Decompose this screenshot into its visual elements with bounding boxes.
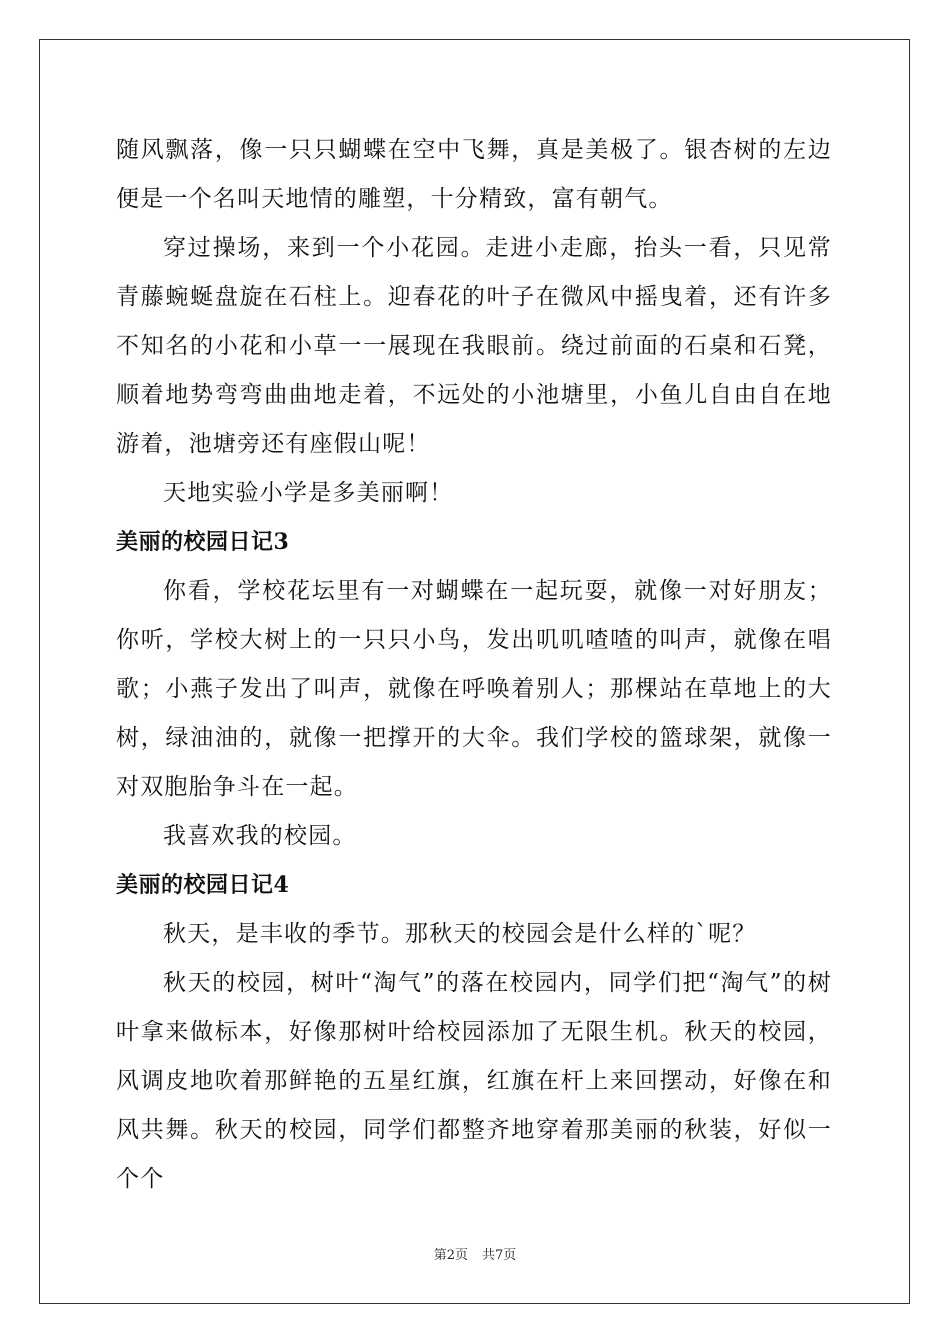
- paragraph: 天地实验小学是多美丽啊！: [163, 480, 454, 506]
- paragraph: 秋天的校园，树叶“淘气”的落在校园内，同学们把“淘气”的树叶拿来做标本，好像那树叶给校园添加了无限生机。秋天的校园，风调皮地吹着那鲜艳的五星红旗，红旗在杆上来回摆动，好像在和风共舞。秋天的校园，同学们都整齐地穿着那美丽的秋装，好似一个个: [116, 970, 832, 1192]
- paragraph: 秋天，是丰收的季节。那秋天的校园会是什么样的`呢？: [163, 921, 757, 947]
- page-number-current: 第2页: [433, 1248, 468, 1263]
- paragraph: 你看，学校花坛里有一对蝴蝶在一起玩耍，就像一对好朋友；你听，学校大树上的一只只小鸟，发出叽叽喳喳的叫声，就像在唱歌；小燕子发出了叫声，就像在呼唤着别人；那棵站在草地上的大树，绿油油的，就像一把撑开的大伞。我们学校的篮球架，就像一对双胞胎争斗在一起。: [116, 578, 832, 800]
- page-number-total: 共7页: [482, 1248, 517, 1263]
- paragraph: 穿过操场，来到一个小花园。走进小走廊，抬头一看，只见常青藤蜿蜒盘旋在石柱上。迎春花的叶子在微风中摇曳着，还有许多不知名的小花和小草一一展现在我眼前。绕过前面的石桌和石凳，顺着地势弯弯曲曲地走着，不远处的小池塘里，小鱼儿自由自在地游着，池塘旁还有座假山呢！: [116, 235, 832, 457]
- paragraph: 随风飘落，像一只只蝴蝶在空中飞舞，真是美极了。银杏树的左边便是一个名叫天地情的雕塑，十分精致，富有朝气。: [116, 137, 832, 212]
- document-body: [116, 126, 832, 1204]
- section-heading: 美丽的校园日记4: [116, 872, 290, 898]
- paragraph: 我喜欢我的校园。: [163, 823, 357, 849]
- section-heading: 美丽的校园日记3: [116, 529, 290, 555]
- page-footer: [0, 1247, 950, 1265]
